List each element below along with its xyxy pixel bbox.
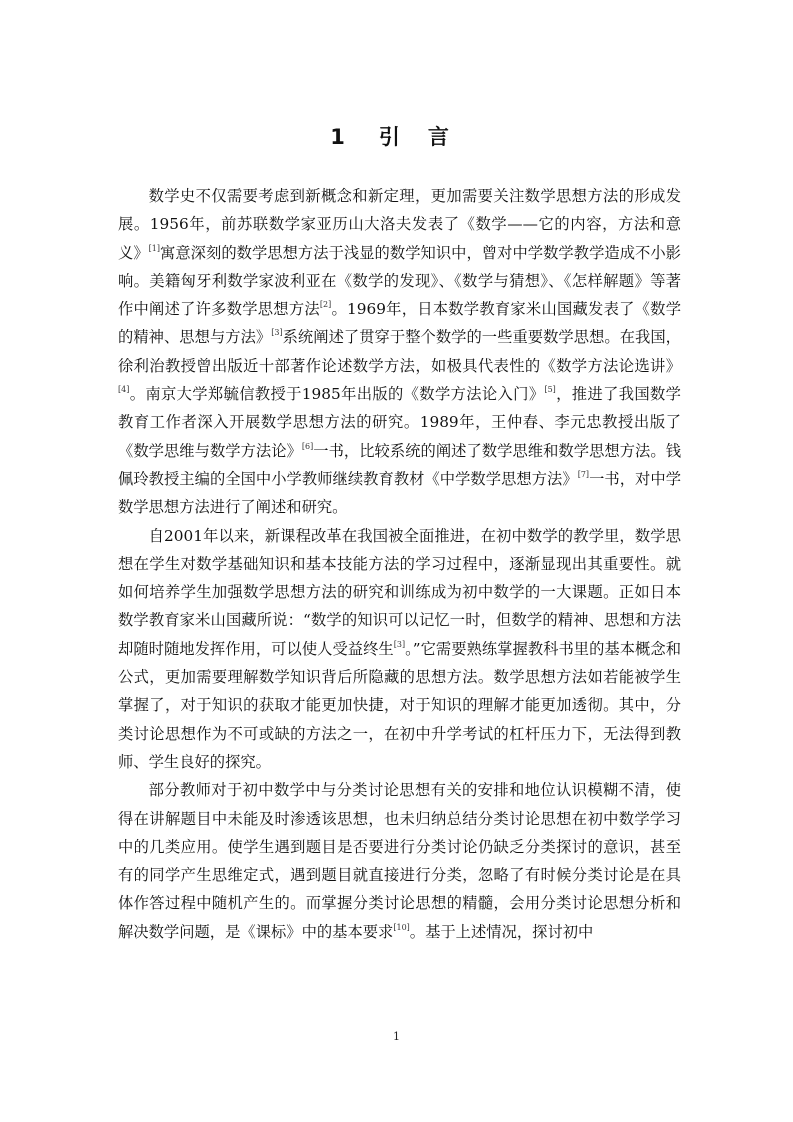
text-run: 系统阐述了贯穿于整个数学的一些重要数学思想。在我国，徐利治教授曾出版近十部著作论述数学方法，如极具代表性的《数学方法论选讲》 [118,328,681,375]
citation-ref: [3] [271,328,283,338]
citation-ref: [10] [393,922,410,932]
page-number: 1 [393,1030,400,1043]
text-run: 。南京大学郑毓信教授于1985年出版的《数学方法论入门》 [129,385,545,404]
text-run: 。”它需要熟练掌握教科书里的基本概念和公式，更加需要理解数学知识背后所隐藏的思想方法。数学思想方法如若能被学生掌握了，对于知识的获取才能更加快捷，对于知识的理解才能更加透彻。其中，分类讨论思想作为不可或缺的方法之一，在初中升学考试的杠杆压力下，无法得到教师、学生良好的探究。 [118,639,681,771]
text-run: 一书，比较系统的阐述了数学思维和数学思想方法。钱佩玲教授主编的全国中小学教师继续教育教材《中学数学思想方法》 [118,441,681,488]
text-run: 。1969年，日本数学教育家米山国藏发表了《数学的精神、思想与方法》 [118,300,681,347]
text-run: 数学史不仅需要考虑到新概念和新定理，更加需要关注数学思想方法的形成发展。1956年，前苏联数学家亚历山大洛夫发表了《数学——它的内容，方法和意义》 [118,187,681,262]
citation-ref: [3] [393,639,406,649]
text-run: 部分教师对于初中数学中与分类讨论思想有关的安排和地位认识模糊不清，使得在讲解题目中未能及时渗透该思想，也未归纳总结分类讨论思想在初中数学学习中的几类应用。使学生遇到题目是否要进行分类讨论仍缺乏分类探讨的意识，甚至有的同学产生思维定式，遇到题目就直接进行分类，忽略了有时候分类讨论是在具体作答过程中随机产生的。而掌握分类讨论思想的精髓，会用分类讨论思想分析和解决数学问题，是《课标》中的基本要求 [118,781,681,941]
citation-ref: [1] [148,243,160,253]
section-title [0,122,793,152]
section-number: 1 [330,125,345,149]
section-title-char: 引 [378,125,400,149]
text-run: 寓意深刻的数学思想方法于浅显的数学知识中，曾对中学数学教学造成不小影响。美籍匈牙利数学家波利亚在《数学的发现》、《数学与猜想》、《怎样解题》等著作中阐述了许多数学思想方法 [118,243,681,319]
text-run: 自2001年以来，新课程改革在我国被全面推进，在初中数学的教学里，数学思想在学生对数学基础知识和基本技能方法的学习过程中，逐渐显现出其重要性。就如何培养学生加强数学思想方法的研究和训练成为初中数学的一大课题。正如日本数学教育家米山国藏所说：“数学的知识可以记忆一时，但数学的精神、思想和方法却随时随地发挥作用，可以使人受益终生 [118,526,681,658]
text-run: ，推进了我国数学教育工作者深入开展数学思想方法的研究。1989年，王仲春、李元忠教授出版了《数学思维与数学方法论》 [118,385,681,460]
citation-ref: [5] [544,385,556,395]
text-run: 。基于上述情况，探讨初中 [409,922,594,941]
body-text [118,182,681,946]
body-paragraph [118,522,681,777]
citation-ref: [7] [577,469,590,479]
text-run: 一书，对中学数学思想方法进行了阐述和研究。 [118,469,681,517]
citation-ref: [6] [301,441,314,451]
citation-ref: [2] [319,300,332,310]
section-title-char: 言 [427,125,449,149]
body-paragraph [118,776,681,946]
citation-ref: [4] [118,385,130,395]
body-paragraph [118,182,681,522]
